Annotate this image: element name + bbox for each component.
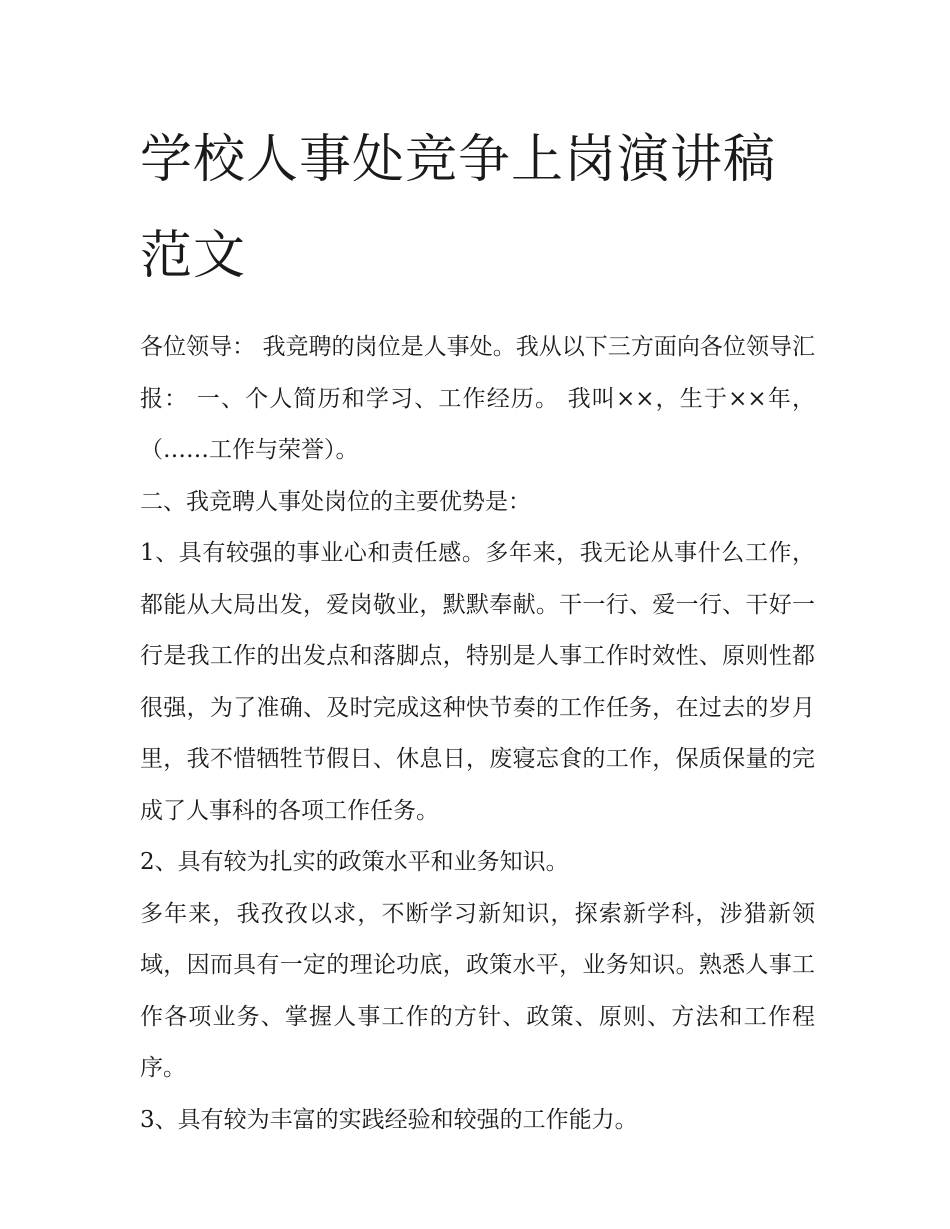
document-title: 学校人事处竞争上岗演讲稿范文 (140, 130, 777, 286)
document-page (140, 112, 815, 1146)
paragraph-salutation: 各位领导： 我竞聘的岗位是人事处。我从以下三方面向各位领导汇报： 一、个人简历和学习、工作经历。 我叫××，生于××年，（……工作与荣誉）。 (140, 334, 815, 463)
paragraph-point-2: 2、具有较为扎实的政策水平和业务知识。 (140, 849, 569, 875)
paragraph-point-2-detail: 多年来，我孜孜以求，不断学习新知识，探索新学科，涉猎新领域，因而具有一定的理论功底，政策水平，业务知识。熟悉人事工作各项业务、掌握人事工作的方针、政策、原则、方法和工作程序。 (140, 900, 815, 1081)
document-body (140, 322, 815, 1146)
paragraph-advantages-heading: 二、我竞聘人事处岗位的主要优势是： (140, 488, 531, 515)
paragraph-point-3: 3、具有较为丰富的实践经验和较强的工作能力。 (140, 1106, 638, 1133)
paragraph-point-1: 1、具有较强的事业心和责任感。多年来，我无论从事什么工作，都能从大局出发，爱岗敬业，默默奉献。干一行、爱一行、干好一行是我工作的出发点和落脚点，特别是人事工作时效性、原则性都很强，为了准确、及时完成这种快节奏的工作任务，在过去的岁月里，我不惜牺牲节假日、休息日，废寝忘食的工作，保质保量的完成了人事科的各项工作任务。 (140, 540, 815, 824)
